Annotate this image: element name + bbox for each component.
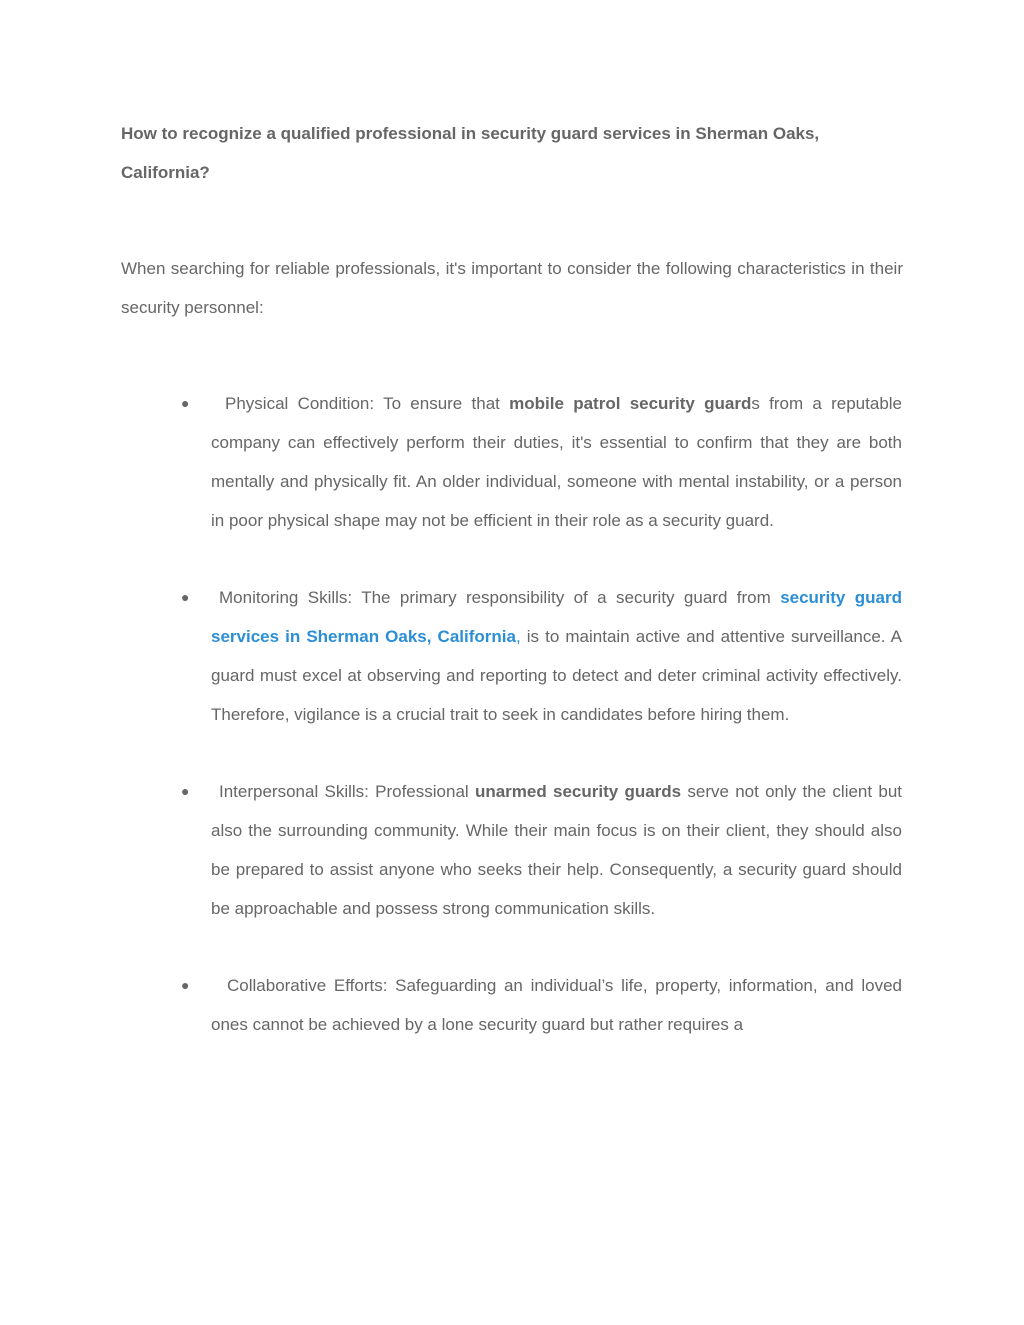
list-item-text bbox=[211, 578, 902, 734]
list-item-intro: Collaborative Efforts: Safeguarding an individual’s life, property, information, and loved ones cannot be achieved by a lone security guard but rather requires a bbox=[211, 976, 902, 1034]
document-title: How to recognize a qualified professional in security guard services in Sherman Oaks, California? bbox=[121, 124, 820, 182]
security-guard-services-link[interactable]: security guard services in Sherman Oaks, California bbox=[211, 588, 902, 646]
list-item-text bbox=[211, 966, 902, 1044]
list-item-text bbox=[211, 384, 902, 540]
bullet-icon: ● bbox=[181, 977, 190, 993]
link-comma: , bbox=[515, 627, 521, 646]
list-item-monitoring-skills bbox=[0, 578, 1024, 734]
bullet-icon: ● bbox=[181, 589, 190, 605]
list-item-interpersonal-skills bbox=[0, 772, 1024, 928]
list-item-body: serve not only the client but also the surrounding community. While their main focus is on their client, they should also be prepared to assist anyone who seeks their help. Consequently, a security guard should be approachable and possess strong communication skills. bbox=[211, 782, 902, 918]
list-item-intro: Physical Condition: To ensure that bbox=[225, 394, 510, 413]
list-item-physical-condition bbox=[0, 384, 1024, 540]
characteristics-list bbox=[0, 384, 1024, 1082]
intro-paragraph: When searching for reliable professionals, it's important to consider the following characteristics in their security personnel: bbox=[121, 259, 903, 317]
list-item-intro: Monitoring Skills: The primary responsibility of a security guard from bbox=[219, 588, 781, 607]
list-item-body: is to maintain active and attentive surveillance. A guard must excel at observing and reporting to detect and deter criminal activity effectively. Therefore, vigilance is a crucial trait to seek in candidates before hiring them. bbox=[211, 627, 902, 724]
emphasis-mobile-patrol: mobile patrol security guard bbox=[509, 394, 752, 413]
list-item-collaborative-efforts bbox=[0, 966, 1024, 1044]
bullet-icon: ● bbox=[181, 783, 190, 799]
bullet-icon: ● bbox=[181, 395, 190, 411]
list-item-body: s from a reputable company can effectively perform their duties, it's essential to confirm that they are both mentally and physically fit. An older individual, someone with mental instability, or a person in poor physical shape may not be efficient in their role as a security guard. bbox=[211, 394, 903, 530]
emphasis-unarmed-guards: unarmed security guards bbox=[474, 782, 682, 801]
list-item-intro: Interpersonal Skills: Professional bbox=[219, 782, 475, 801]
list-item-text bbox=[211, 772, 902, 928]
